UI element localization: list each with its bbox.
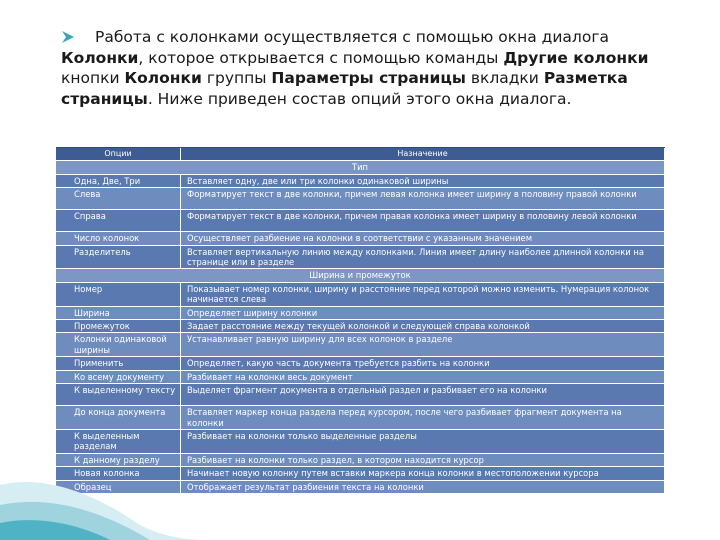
table-section-row	[56, 161, 665, 174]
intro-bold-term: Колонки	[61, 48, 139, 67]
intro-bold-term: Колонки	[124, 69, 202, 87]
option-description: Определяет, какую часть документа требуется разбить на колонки	[181, 357, 665, 370]
option-description: Вставляет маркер конца раздела перед курсором, после чего разбивает фрагмент документа на колонки	[181, 406, 665, 430]
table-row	[56, 246, 665, 270]
intro-text: группы	[201, 69, 272, 87]
option-name: Ширина	[56, 307, 181, 320]
intro-text: Работа с колонками осуществляется с помощью окна диалога	[95, 28, 609, 46]
option-name: Слева	[56, 188, 181, 210]
option-name: К выделенным разделам	[56, 430, 181, 454]
header-options: Опции	[56, 148, 181, 161]
option-description: Разбивает на колонки весь документ	[181, 371, 665, 384]
table-row	[56, 283, 665, 307]
option-description: Вставляет вертикальную линию между колонками. Линия имеет длину наиболее длинной колонки на странице или в разделе	[181, 246, 665, 270]
option-description: Задает расстояние между текущей колонкой и следующей справа колонкой	[181, 320, 665, 333]
table-row	[56, 430, 665, 454]
section-title: Тип	[56, 161, 665, 174]
option-name: Одна, Две, Три	[56, 175, 181, 188]
intro-bold-term: Разметка страницы	[61, 69, 628, 108]
option-name: Образец	[56, 481, 181, 494]
options-table	[56, 148, 665, 494]
table-row	[56, 232, 665, 245]
option-description: Разбивает на колонки только раздел, в котором находится курсор	[181, 454, 665, 467]
option-name: Промежуток	[56, 320, 181, 333]
option-name: Число колонок	[56, 232, 181, 245]
option-name: К данному разделу	[56, 454, 181, 467]
table-section-row	[56, 269, 665, 282]
option-description: Вставляет одну, две или три колонки одинаковой ширины	[181, 175, 665, 188]
option-name: Номер	[56, 283, 181, 307]
table-row	[56, 188, 665, 210]
table-row	[56, 371, 665, 384]
option-name: К выделенному тексту	[56, 384, 181, 406]
option-description: Выделяет фрагмент документа в отдельный раздел и разбивает его на колонки	[181, 384, 665, 406]
intro-text: , которое открывается с помощью команды	[138, 48, 504, 67]
intro-text: кнопки	[61, 69, 125, 87]
option-name: Разделитель	[56, 246, 181, 270]
intro-text: . Ниже приведен состав опций этого окна диалога.	[147, 89, 572, 108]
option-description: Показывает номер колонки, ширину и расстояние перед которой можно изменить. Нумерация колонок начинается слева	[181, 283, 665, 307]
option-description: Начинает новую колонку путем вставки маркера конца колонки в местоположении курсора	[181, 467, 665, 480]
table-header-row	[56, 148, 665, 161]
option-description: Форматирует текст в две колонки, причем левая колонка имеет ширину в половину правой колонки	[181, 188, 665, 210]
intro-bold-term: Параметры страницы	[271, 69, 466, 87]
table-row	[56, 357, 665, 370]
option-name: Справа	[56, 210, 181, 232]
table-row	[56, 307, 665, 320]
table-row	[56, 175, 665, 188]
intro-paragraph	[61, 27, 671, 109]
option-description: Определяет ширину колонки	[181, 307, 665, 320]
option-name: Применить	[56, 357, 181, 370]
table-row	[56, 320, 665, 333]
option-description: Разбивает на колонки только выделенные разделы	[181, 430, 665, 454]
section-title: Ширина и промежуток	[56, 269, 665, 282]
intro-text: вкладки	[465, 69, 544, 87]
header-purpose: Назначение	[181, 148, 665, 161]
table-row	[56, 384, 665, 406]
option-description: Отображает результат разбиения текста на колонки	[181, 481, 665, 494]
option-description: Форматирует текст в две колонки, причем правая колонка имеет ширину в половину левой колонки	[181, 210, 665, 232]
table-row	[56, 333, 665, 357]
decorative-wave	[0, 455, 210, 540]
option-name: Новая колонка	[56, 467, 181, 480]
intro-bold-term: Другие колонки	[503, 48, 649, 67]
table-row	[56, 406, 665, 430]
option-name: До конца документа	[56, 406, 181, 430]
option-description: Устанавливает равную ширину для всех колонок в разделе	[181, 333, 665, 357]
option-name: Колонки одинаковой ширины	[56, 333, 181, 357]
option-description: Осуществляет разбиение на колонки в соответствии с указанным значением	[181, 232, 665, 245]
option-name: Ко всему документу	[56, 371, 181, 384]
table-row	[56, 210, 665, 232]
